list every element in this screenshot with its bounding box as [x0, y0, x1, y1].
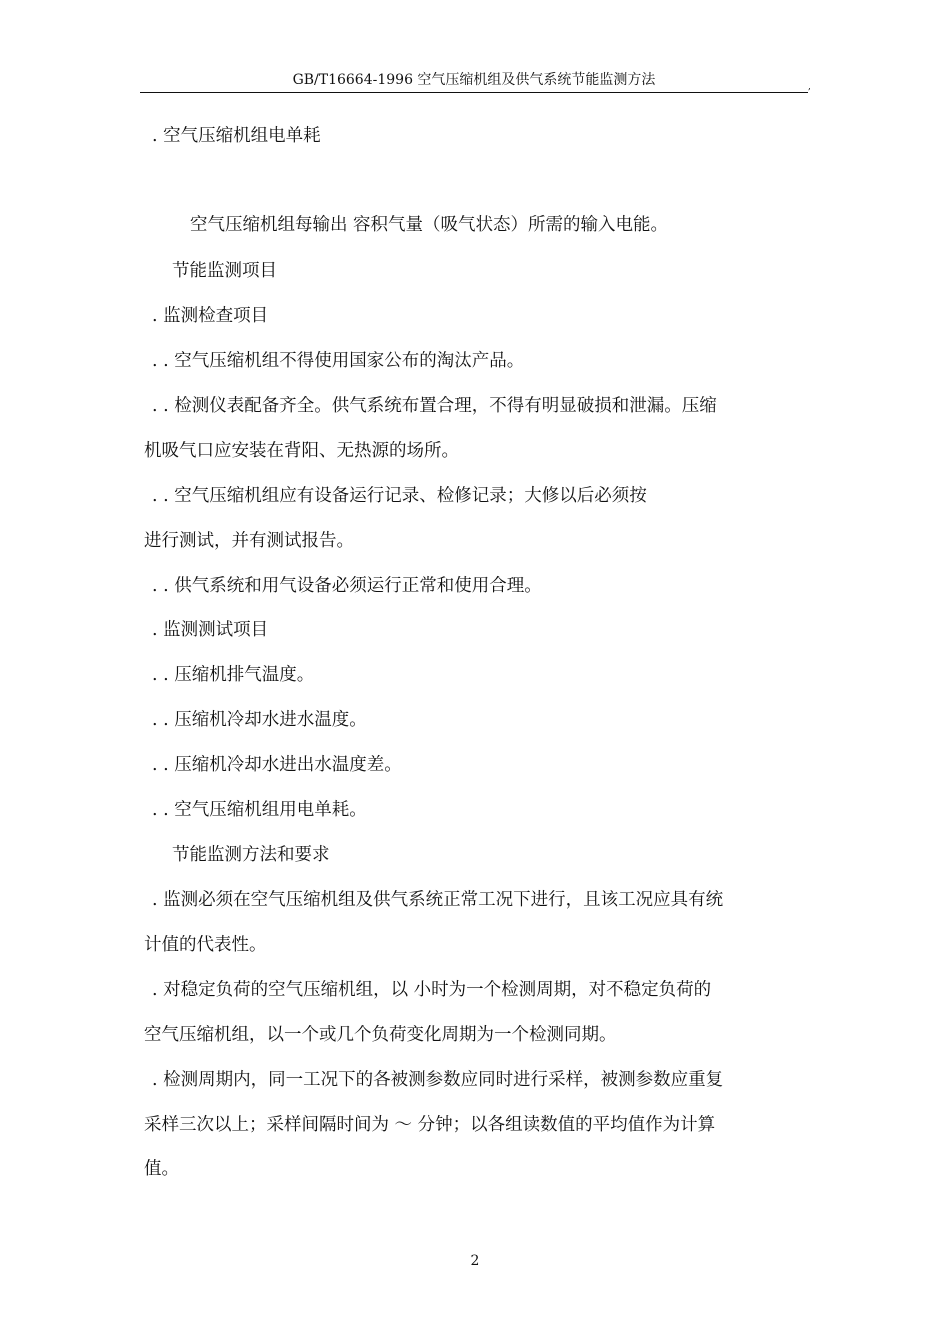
text-line: . . 空气压缩机组不得使用国家公布的淘汰产品。: [152, 351, 525, 371]
text-line: . 对稳定负荷的空气压缩机组，以 小时为一个检测周期，对不稳定负荷的: [152, 980, 712, 1000]
text-line: . . 检测仪表配备齐全。供气系统布置合理，不得有明显破损和泄漏。压缩: [152, 396, 717, 416]
header-mark: ,: [808, 82, 811, 92]
text-line: 空气压缩机组，以一个或几个负荷变化周期为一个检测同期。: [144, 1025, 617, 1045]
text-line: 机吸气口应安装在背阳、无热源的场所。: [144, 441, 459, 461]
section-heading: 节能监测方法和要求: [172, 845, 330, 865]
text-line: 进行测试，并有测试报告。: [144, 531, 354, 551]
text-line: . . 空气压缩机组应有设备运行记录、检修记录；大修以后必须按: [152, 486, 647, 506]
text-line: 计值的代表性。: [144, 935, 267, 955]
text-line: . . 空气压缩机组用电单耗。: [152, 800, 367, 820]
text-line: . 监测测试项目: [152, 620, 269, 640]
text-line: . 监测检查项目: [152, 306, 269, 326]
page-number: 2: [470, 1253, 480, 1269]
text-line: . 监测必须在空气压缩机组及供气系统正常工况下进行，且该工况应具有统: [152, 890, 724, 910]
text-line: 值。: [144, 1159, 179, 1179]
running-header: GB/T16664-1996 空气压缩机组及供气系统节能监测方法: [140, 70, 808, 93]
text-line: . . 供气系统和用气设备必须运行正常和使用合理。: [152, 576, 542, 596]
text-line: 空气压缩机组每输出 容积气量（吸气状态）所需的输入电能。: [190, 215, 669, 235]
text-line: . . 压缩机冷却水进水温度。: [152, 710, 367, 730]
section-heading: 节能监测项目: [172, 261, 277, 281]
text-line: 采样三次以上；采样间隔时间为 ～ 分钟；以各组读数值的平均值作为计算: [144, 1115, 716, 1135]
text-line: . . 压缩机排气温度。: [152, 665, 315, 685]
text-line: . . 压缩机冷却水进出水温度差。: [152, 755, 402, 775]
text-line: . 空气压缩机组电单耗: [152, 126, 321, 146]
text-line: . 检测周期内，同一工况下的各被测参数应同时进行采样，被测参数应重复: [152, 1070, 724, 1090]
